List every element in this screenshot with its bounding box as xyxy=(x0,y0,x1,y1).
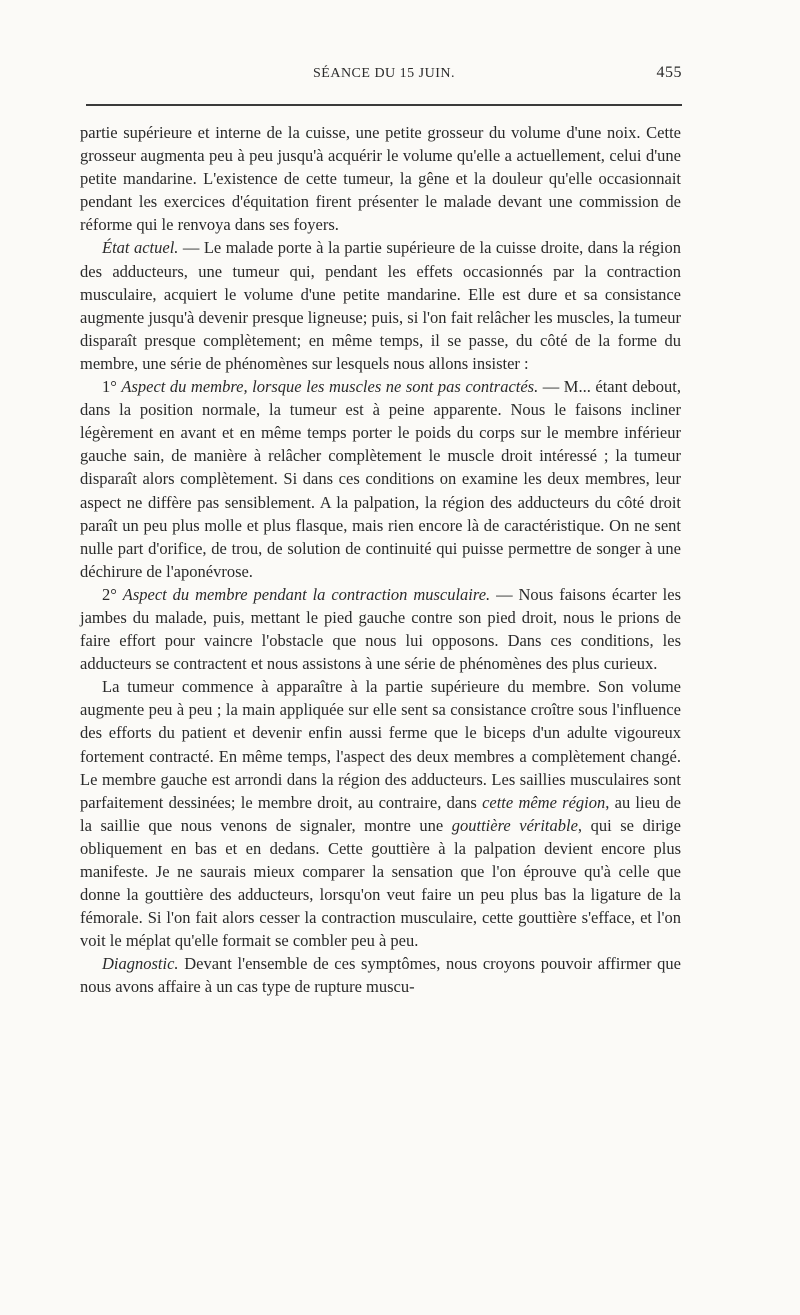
paragraph-tumeur xyxy=(80,675,681,952)
running-title: SÉANCE DU 15 JUIN. xyxy=(313,66,455,81)
paragraph-etat-actuel xyxy=(80,236,681,375)
list-number: 1° xyxy=(102,377,122,397)
page-header xyxy=(86,64,682,88)
paragraph-text: — Nous faisons écarter les jambes du malade, puis, mettant le pied gauche contre son pied droit, nous le prions de faire effort pour vaincre l'obstacle que nous lui opposons. Dans ces conditions, les adducteurs se contractent et nous assistons à une série de phénomènes des plus curieux. xyxy=(80,584,681,674)
body-text xyxy=(80,121,681,999)
emphasis-text: gouttière véritable xyxy=(451,815,578,835)
paragraph-text: Devant l'ensemble de ces symptômes, nous croyons pouvoir affirmer que nous avons affaire à un cas type de rupture muscu- xyxy=(80,954,681,997)
header-rule xyxy=(86,104,682,106)
section-heading: Aspect du membre pendant la contraction musculaire. xyxy=(122,584,491,604)
paragraph-text: La tumeur commence à apparaître à la partie supérieure du membre. Son volume augmente peu à peu ; la main appliquée sur elle sent sa consistance croître sous l'influence des efforts du patient et devenir enfin aussi ferme que le biceps d'un adulte vigoureux fortement contracté. En même temps, l'aspect des deux membres a complètement changé. Le membre gauche est arrondi dans la région des adducteurs. Les saillies musculaires sont parfaitement dessinées; le membre droit, au contraire, dans xyxy=(80,677,681,812)
emphasis-text: cette même région xyxy=(482,792,606,812)
paragraph-diagnostic xyxy=(80,952,681,998)
paragraph-aspect-contraction xyxy=(80,583,681,675)
paragraph-text: , qui se dirige obliquement en bas et en dedans. Cette gouttière à la palpation devient encore plus manifeste. Je ne saurais mieux comparer la sensation que l'on éprouve qu'à celle que donne la gouttière des adducteurs, lorsqu'on veut faire un peu plus bas la ligature de la fémorale. Si l'on fait alors cesser la contraction musculaire, cette gouttière s'efface, et l'on voit le méplat qu'elle formait se combler peu à peu. xyxy=(80,815,681,951)
section-heading: État actuel. xyxy=(102,238,179,258)
section-heading: Aspect du membre, lorsque les muscles ne sont pas contractés. xyxy=(121,377,539,397)
paragraph-text: — Le malade porte à la partie supérieure de la cuisse droite, dans la région des adducteurs, une tumeur qui, pendant les effets occasionnés par la contraction musculaire, acquiert le volume d'une petite mandarine. Elle est dure et sa consistance augmente jusqu'à devenir presque ligneuse; puis, si l'on fait relâcher les muscles, la tumeur disparaît presque complètement; en même temps, il se passe, du côté de la forme du membre, une série de phénomènes sur lesquels nous allons insister : xyxy=(80,238,681,373)
paragraph-text: partie supérieure et interne de la cuisse, une petite grosseur du volume d'une noix. Cette grosseur augmenta peu à peu jusqu'à acquérir le volume qu'elle a actuellement, celui d'une petite mandarine. L'existence de cette tumeur, la gêne et la douleur qu'elle occasionnait pendant les exercices d'équitation firent présenter le malade devant une commission de réforme qui le renvoya dans ses foyers. xyxy=(80,123,681,235)
section-heading: Diagnostic. xyxy=(102,954,179,974)
page-number: 455 xyxy=(656,64,682,81)
list-number: 2° xyxy=(102,584,123,604)
paragraph-aspect-relache xyxy=(80,375,681,583)
paragraph-1 xyxy=(80,121,681,236)
paragraph-text: , au lieu de la saillie que nous venons de signaler, montre une xyxy=(80,792,681,835)
paragraph-text: — M... étant debout, dans la position normale, la tumeur est à peine apparente. Nous le faisons incliner légèrement en avant et en même temps porter le poids du corps sur le membre inférieur gauche sain, de manière à relâcher complètement le muscle droit intéressé ; la tumeur disparaît alors complètement. Si dans ces conditions on examine les deux membres, leur aspect ne diffère pas sensiblement. A la palpation, la région des adducteurs du côté droit paraît un peu plus molle et plus flasque, mais rien encore là de caractéristique. On ne sent nulle part d'orifice, de trou, de solution de continuité qui puisse permettre de songer à une déchirure de l'aponévrose. xyxy=(80,377,681,581)
